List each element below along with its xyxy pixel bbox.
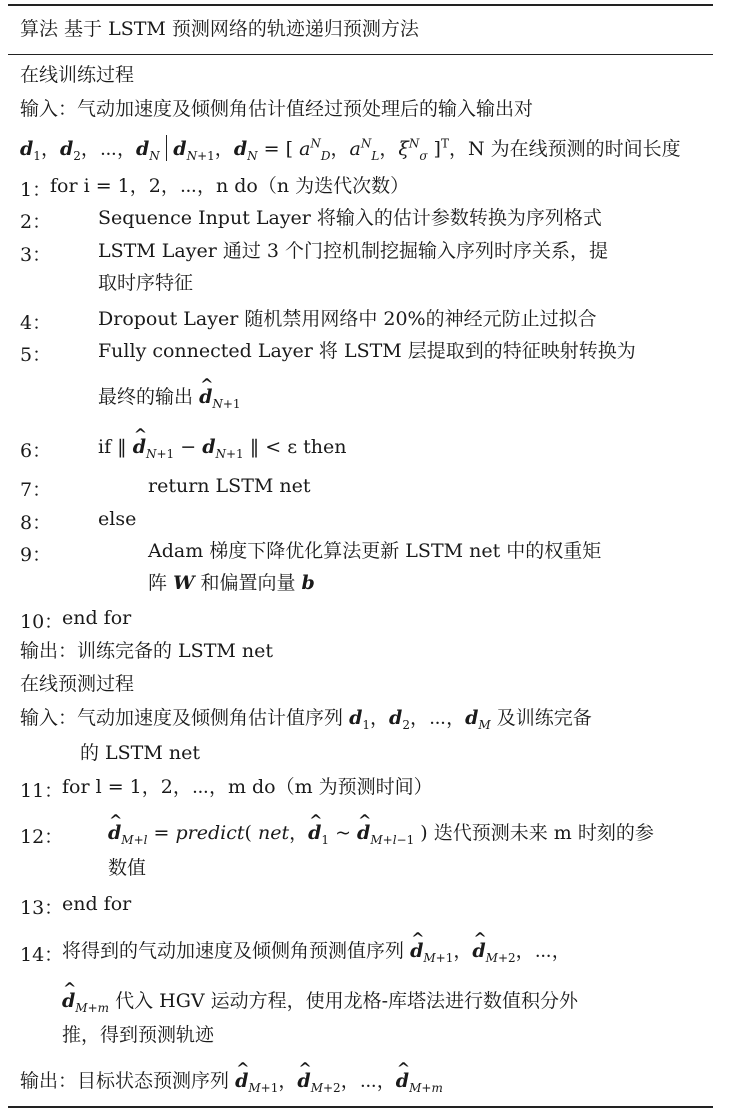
algorithm-box — [8, 0, 713, 1112]
line-2-text: Sequence Input Layer 将输入的估计参数转换为序列格式 — [98, 207, 602, 229]
line-5-number: 5： — [20, 344, 52, 366]
line-11-number: 11： — [20, 780, 64, 802]
line-2-number: 2： — [20, 211, 52, 233]
line-12-number: 12： — [20, 826, 64, 848]
line-14-desc-b: 代入 HGV 运动方程，使用龙格-库塔法进行数值积分外 — [115, 990, 579, 1012]
line-4-number: 4： — [20, 312, 52, 334]
line-14-text-a: 将得到的气动加速度及倾侧角预测值序列 ^ $d_{M+1}$，^ $d_{M+2}$，⋯， — [62, 940, 571, 965]
line-13-number: 13： — [20, 897, 64, 919]
input-1-text: 气动加速度及倾侧角估计值经过预处理后的输入输出对 — [77, 98, 534, 120]
line-8-number: 8： — [20, 512, 52, 534]
line-5-text-a: Fully connected Layer 将 LSTM 层提取到的特征映射转换为 — [98, 340, 636, 362]
weight-matrix-symbol: W — [173, 572, 195, 594]
top-rule — [8, 4, 713, 6]
line-6-if: if — [98, 436, 112, 458]
input-1-formula-tail: ，N 为在线预测的时间长度 — [448, 138, 681, 160]
line-14-number: 14： — [20, 944, 64, 966]
input-2-text-a2: 及训练完备 — [496, 707, 592, 729]
line-4-text: Dropout Layer 随机禁用网络中 20%的神经元防止过拟合 — [98, 308, 597, 330]
line-6-text: if ‖ ^ $d_{N+1} - d_{N+1}$ ‖ < ε then — [98, 436, 347, 461]
line-7-text: return LSTM net — [148, 475, 311, 497]
line-9-text-b — [148, 572, 315, 595]
line-12-desc: 迭代预测未来 m 时刻的参 — [433, 822, 654, 844]
line-3-text-a: LSTM Layer 通过 3 个门控机制挖掘输入序列时序关系，提 — [98, 240, 609, 262]
input-2-text-a: 气动加速度及倾侧角估计值序列 — [77, 707, 344, 729]
line-12-text-b: 数值 — [108, 857, 147, 879]
input-1-formula: $d_1$，$d_2$，⋯，$d_N$ $d_{N+1}$，$d_N$ = [ $a^N_D$，$a^N_L$，$\xi^N_\sigma$ ]$^T$，N 为在线预测的时间长度 — [20, 136, 681, 163]
bias-vector-symbol: b — [301, 572, 315, 594]
line-5-output-label: 最终的输出 — [98, 386, 194, 408]
line-9-mid: 和偏置向量 — [200, 572, 296, 594]
line-11-text: for l = 1，2，⋯，m do（m 为预测时间） — [62, 776, 433, 798]
line-5-text-b: 最终的输出 ^ $d_{N+1}$ — [98, 386, 241, 411]
input-2-text-b: 的 LSTM net — [80, 742, 200, 764]
input-1-line — [20, 98, 533, 121]
line-10-number: 10： — [20, 611, 64, 633]
input-1-label: 输入： — [20, 98, 78, 120]
output-2-line: 输出：目标状态预测序列 ^ $d_{M+1}$，^ $d_{M+2}$，⋯，^ $d_{M+m}$ — [20, 1070, 443, 1095]
output-1-label: 输出： — [20, 640, 78, 662]
line-1-number: 1： — [20, 179, 52, 201]
line-9-pre: 阵 — [148, 572, 168, 594]
line-1-text: for i = 1，2，⋯，n do（n 为迭代次数） — [50, 175, 410, 197]
line-14-text-c: 推，得到预测轨迹 — [62, 1024, 215, 1046]
line-6-then: < ε then — [265, 436, 347, 458]
line-10-text: end for — [62, 607, 132, 629]
line-13-text: end for — [62, 893, 132, 915]
line-3-text-b: 取时序特征 — [98, 272, 194, 294]
line-9-number: 9： — [20, 544, 52, 566]
output-2-label: 输出： — [20, 1070, 78, 1092]
line-14-desc: 将得到的气动加速度及倾侧角预测值序列 — [62, 940, 405, 962]
input-2-label: 输入： — [20, 707, 78, 729]
line-8-text: else — [98, 508, 137, 530]
train-section-header: 在线训练过程 — [20, 64, 135, 86]
bottom-rule — [8, 1106, 713, 1108]
output-1-text: 训练完备的 LSTM net — [77, 640, 273, 662]
output-1-line — [20, 640, 273, 663]
line-9-text-a: Adam 梯度下降优化算法更新 LSTM net 中的权重矩 — [148, 540, 602, 562]
predict-section-header: 在线预测过程 — [20, 673, 135, 695]
header-rule — [8, 54, 713, 55]
input-2-line: 输入：气动加速度及倾侧角估计值序列 $d_1$，$d_2$，⋯，$d_M$ 及训练完备 — [20, 707, 592, 732]
line-14-text-b: ^ $d_{M+m}$ 代入 HGV 运动方程，使用龙格-库塔法进行数值积分外 — [62, 990, 578, 1015]
algorithm-title: 算法 基于 LSTM 预测网络的轨迹递归预测方法 — [20, 18, 419, 40]
line-12-text-a: ^ $d_{M+l}$ = predict( net，^ $d_1$ ~ ^ $d_{M+l-1}$ ) 迭代预测未来 m 时刻的参 — [108, 822, 654, 847]
line-6-number: 6： — [20, 440, 52, 462]
line-3-number: 3： — [20, 244, 52, 266]
line-7-number: 7： — [20, 479, 52, 501]
output-2-text: 目标状态预测序列 — [77, 1070, 230, 1092]
